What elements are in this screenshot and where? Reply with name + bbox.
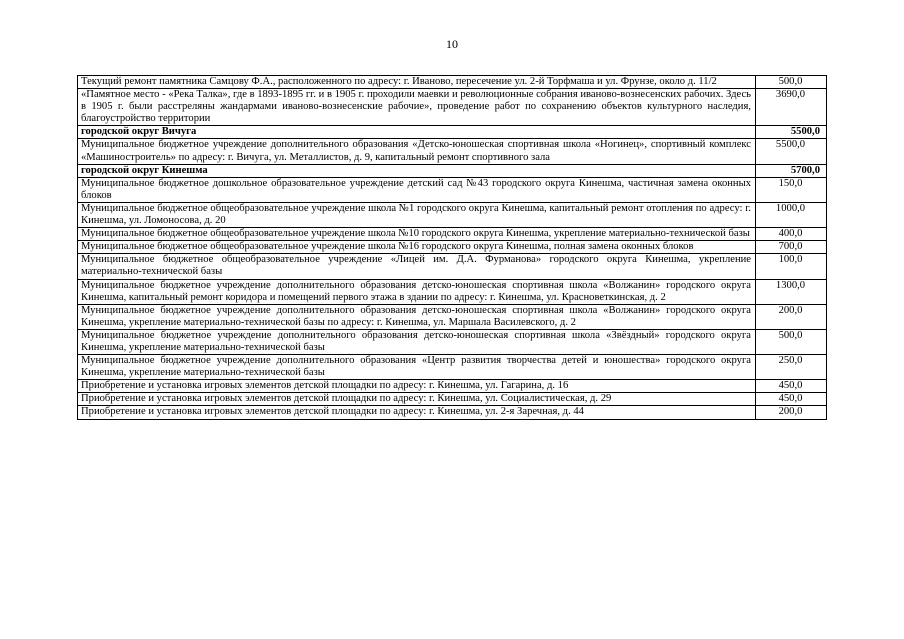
item-description: Муниципальное бюджетное учреждение дополнительного образования «Детско-юношеская спортивная школа «Ногинец», спортивный комплекс «Машиностроитель» по адресу: г. Вичуга, ул. Металлистов, д. 9, капитальный ремонт спортивного зала	[78, 139, 756, 164]
section-row	[78, 164, 827, 177]
table-row	[78, 254, 827, 279]
table-row	[78, 177, 827, 202]
item-description: Муниципальное бюджетное общеобразовательное учреждение школа №16 городского округа Кинешма, полная замена оконных блоков	[78, 241, 756, 254]
table-row	[78, 393, 827, 406]
section-total: 5700,0	[756, 164, 827, 177]
section-total: 5500,0	[756, 126, 827, 139]
table-row	[78, 76, 827, 89]
item-description: Приобретение и установка игровых элементов детской площадки по адресу: г. Кинешма, ул. Социалистическая, д. 29	[78, 393, 756, 406]
item-description: Муниципальное бюджетное общеобразовательное учреждение «Лицей им. Д.А. Фурманова» городского округа Кинешма, укрепление материально-технической базы	[78, 254, 756, 279]
section-title: городской округ Вичуга	[78, 126, 756, 139]
item-amount: 700,0	[756, 241, 827, 254]
table-row	[78, 89, 827, 126]
item-amount: 200,0	[756, 406, 827, 419]
table-row	[78, 228, 827, 241]
item-description: Муниципальное бюджетное учреждение дополнительного образования детско-юношеская спортивная школа «Звёздный» городского округа Кинешма, укрепление материально-технической базы	[78, 329, 756, 354]
item-description: Муниципальное бюджетное общеобразовательное учреждение школа №1 городского округа Кинешма, капитальный ремонт отопления по адресу: г. Кинешма, ул. Ломоносова, д. 20	[78, 202, 756, 227]
table-row	[78, 406, 827, 419]
item-amount: 5500,0	[756, 139, 827, 164]
item-amount: 450,0	[756, 393, 827, 406]
item-amount: 500,0	[756, 76, 827, 89]
table-row	[78, 139, 827, 164]
table-row	[78, 355, 827, 380]
item-description: Муниципальное бюджетное общеобразовательное учреждение школа №10 городского округа Кинешма, укрепление материально-технической базы	[78, 228, 756, 241]
item-amount: 500,0	[756, 329, 827, 354]
budget-table	[77, 75, 827, 420]
item-description: Текущий ремонт памятника Самцову Ф.А., расположенного по адресу: г. Иваново, пересечение ул. 2-й Торфмаша и ул. Фрунзе, около д. 11/2	[78, 76, 756, 89]
item-description: Приобретение и установка игровых элементов детской площадки по адресу: г. Кинешма, ул. 2-я Заречная, д. 44	[78, 406, 756, 419]
item-amount: 150,0	[756, 177, 827, 202]
item-amount: 450,0	[756, 380, 827, 393]
item-amount: 200,0	[756, 304, 827, 329]
item-amount: 250,0	[756, 355, 827, 380]
table-row	[78, 202, 827, 227]
table-row	[78, 380, 827, 393]
section-row	[78, 126, 827, 139]
item-amount: 400,0	[756, 228, 827, 241]
item-description: Муниципальное бюджетное учреждение дополнительного образования детско-юношеская спортивная школа «Волжанин» городского округа Кинешма, капитальный ремонт коридора и помещений первого этажа в здании по адресу: г. Кинешма, ул. Красноветкинская, д. 2	[78, 279, 756, 304]
table-row	[78, 241, 827, 254]
item-description: «Памятное место - «Река Талка», где в 1893-1895 гг. и в 1905 г. проходили маевки и революционные собрания иваново-вознесенских рабочих. Здесь в 1905 г. были расстреляны жандармами иваново-вознесенские рабочие», проведение работ по сохранению объектов культурного наследия, благоустройство территории	[78, 89, 756, 126]
table-body	[78, 76, 827, 420]
item-amount: 3690,0	[756, 89, 827, 126]
section-title: городской округ Кинешма	[78, 164, 756, 177]
table-row	[78, 279, 827, 304]
item-description: Муниципальное бюджетное учреждение дополнительного образования детско-юношеская спортивная школа «Волжанин» городского округа Кинешма, укрепление материально-технической базы по адресу: г. Кинешма, ул. Маршала Василевского, д. 2	[78, 304, 756, 329]
table-row	[78, 329, 827, 354]
table-row	[78, 304, 827, 329]
item-description: Муниципальное бюджетное учреждение дополнительного образования «Центр развития творчества детей и юношества» городского округа Кинешма, укрепление материально-технической базы	[78, 355, 756, 380]
item-description: Приобретение и установка игровых элементов детской площадки по адресу: г. Кинешма, ул. Гагарина, д. 16	[78, 380, 756, 393]
item-amount: 1300,0	[756, 279, 827, 304]
item-amount: 100,0	[756, 254, 827, 279]
item-description: Муниципальное бюджетное дошкольное образовательное учреждение детский сад №43 городского округа Кинешма, частичная замена оконных блоков	[78, 177, 756, 202]
item-amount: 1000,0	[756, 202, 827, 227]
page-number: 10	[446, 37, 458, 51]
